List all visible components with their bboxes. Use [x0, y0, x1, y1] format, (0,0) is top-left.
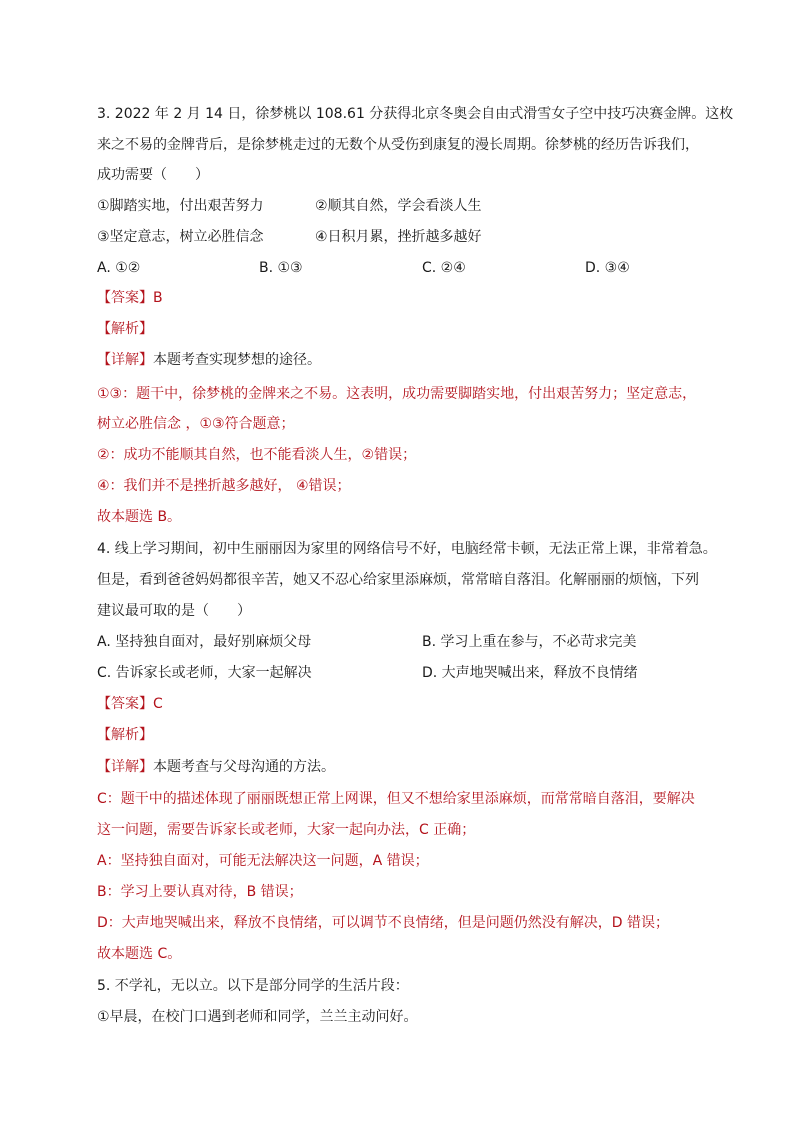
q5-stem-line-1: 5. 不学礼，无以立。以下是部分同学的生活片段： — [97, 978, 409, 994]
q4-exp-line-5: D：大声地哭喊出来，释放不良情绪，可以调节不良情绪，但是问题仍然没有解决，D 错误； — [97, 915, 670, 931]
q4-option-d: D. 大声地哭喊出来，释放不良情绪 — [422, 665, 638, 681]
q3-exp-line-4: ④：我们并不是挫折越多越好， ④错误； — [97, 478, 351, 494]
q4-exp-line-1: C：题干中的描述体现了丽丽既想正常上网课，但又不想给家里添麻烦，而常常暗自落泪，要解决 — [97, 791, 695, 807]
q4-detail-text: 本题考查与父母沟通的方法。 — [153, 759, 335, 775]
q3-analysis-label: 【解析】 — [97, 321, 153, 337]
q3-stem-line-3: 成功需要（ ） — [97, 167, 209, 183]
q3-option-a: A. ①② — [97, 260, 141, 276]
q4-exp-line-2: 这一问题，需要告诉家长或老师，大家一起向办法，C 正确； — [97, 822, 476, 838]
q3-detail — [97, 351, 321, 369]
q3-exp-line-3: ②：成功不能顺其自然，也不能看淡人生，②错误； — [97, 447, 417, 463]
q3-exp-line-1: ①③：题干中，徐梦桃的金牌来之不易。这表明，成功需要脚踏实地，付出艰苦努力；坚定意志， — [97, 386, 697, 402]
q3-item-3: ③坚定意志，树立必胜信念 — [97, 229, 264, 245]
q3-option-b: B. ①③ — [259, 260, 303, 276]
q3-stem-line-2: 来之不易的金牌背后，是徐梦桃走过的无数个从受伤到康复的漫长周期。徐梦桃的经历告诉我们， — [97, 137, 699, 153]
q3-detail-label: 【详解】 — [97, 352, 153, 368]
q4-conclusion: 故本题选 C。 — [97, 946, 182, 962]
q3-detail-text: 本题考查实现梦想的途径。 — [153, 352, 321, 368]
q5-item-1: ①早晨，在校门口遇到老师和同学，兰兰主动问好。 — [97, 1009, 418, 1025]
q4-analysis-label: 【解析】 — [97, 727, 153, 743]
q4-exp-line-4: B：学习上要认真对待，B 错误； — [97, 884, 303, 900]
q3-exp-line-2: 树立必胜信念 ，①③符合题意； — [97, 416, 295, 432]
q4-answer: 【答案】C — [97, 696, 163, 712]
q4-option-c: C. 告诉家长或老师，大家一起解决 — [97, 665, 312, 681]
q4-exp-line-3: A：坚持独自面对，可能无法解决这一问题，A 错误； — [97, 853, 429, 869]
q3-option-c: C. ②④ — [422, 260, 466, 276]
q3-item-1: ①脚踏实地，付出艰苦努力 — [97, 198, 264, 214]
q4-stem-line-2: 但是，看到爸爸妈妈都很辛苦，她又不忍心给家里添麻烦，常常暗自落泪。化解丽丽的烦恼，下列 — [97, 572, 699, 588]
q4-option-b: B. 学习上重在参与，不必苛求完美 — [422, 634, 637, 650]
q4-stem-line-1: 4. 线上学习期间，初中生丽丽因为家里的网络信号不好，电脑经常卡顿，无法正常上课，非常着急。 — [97, 541, 717, 557]
q3-stem-line-1: 3. 2022 年 2 月 14 日，徐梦桃以 108.61 分获得北京冬奥会自由式滑雪女子空中技巧决赛金牌。这枚 — [97, 106, 734, 122]
q4-detail-label: 【详解】 — [97, 759, 153, 775]
q4-detail — [97, 758, 335, 776]
q3-item-2: ②顺其自然，学会看淡人生 — [315, 198, 482, 214]
q4-option-a: A. 坚持独自面对，最好别麻烦父母 — [97, 634, 312, 650]
q3-item-4: ④日积月累，挫折越多越好 — [315, 229, 482, 245]
q3-answer: 【答案】B — [97, 290, 163, 306]
q4-stem-line-3: 建议最可取的是（ ） — [97, 603, 251, 619]
q3-conclusion: 故本题选 B。 — [97, 509, 182, 525]
q3-option-d: D. ③④ — [585, 260, 630, 276]
